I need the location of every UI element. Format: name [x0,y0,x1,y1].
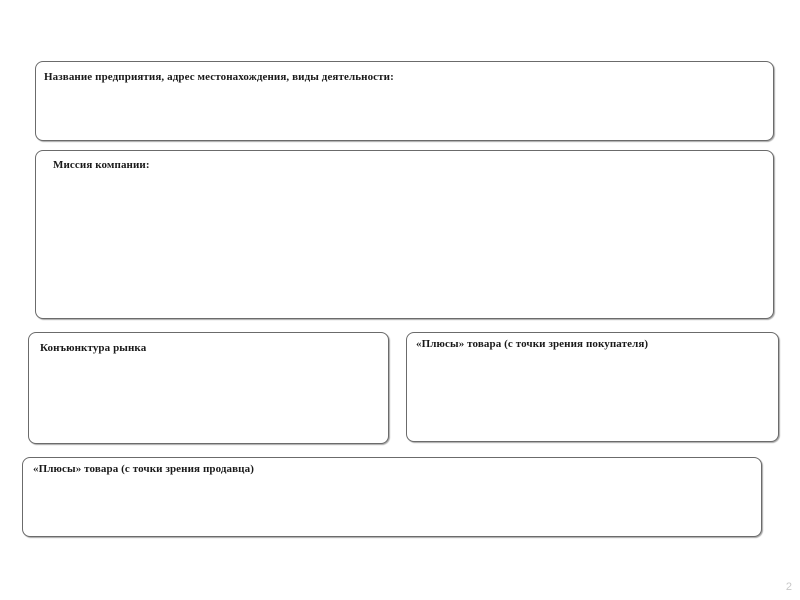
market-conditions-label: Конъюнктура рынка [40,342,147,354]
buyer-pluses-box[interactable] [406,332,779,442]
company-info-label: Название предприятия, адрес местонахождения, виды деятельности: [44,71,394,83]
company-mission-label: Миссия компании: [53,159,150,171]
page-number: 2 [785,581,792,593]
seller-pluses-box[interactable] [22,457,762,537]
company-mission-box[interactable] [35,150,774,319]
company-info-box[interactable] [35,61,774,141]
buyer-pluses-label: «Плюсы» товара (с точки зрения покупателя) [416,338,649,350]
seller-pluses-label: «Плюсы» товара (с точки зрения продавца) [33,463,254,475]
market-conditions-box[interactable] [28,332,389,444]
